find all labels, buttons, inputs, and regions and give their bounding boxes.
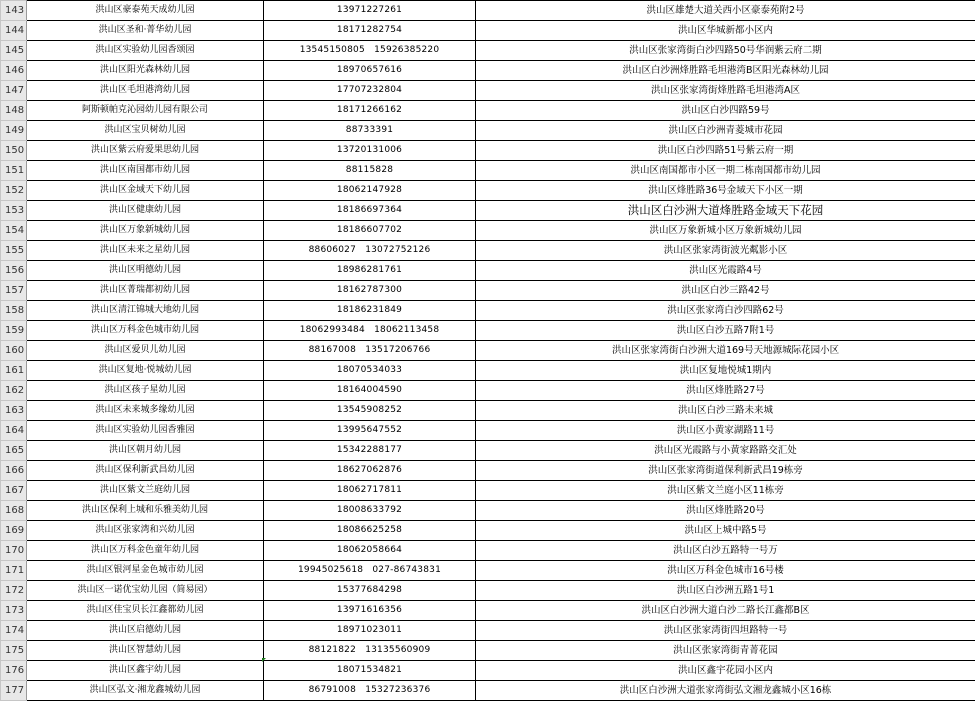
table-row — [1, 201, 975, 221]
kindergarten-name-cell[interactable]: 洪山区保利上城和乐雅美幼儿园 — [27, 501, 264, 521]
kindergarten-name-cell[interactable]: 洪山区实验幼儿园香雅园 — [27, 421, 264, 441]
row-header[interactable]: 171 — [1, 561, 27, 581]
address-cell[interactable]: 洪山区南国都市小区一期二栋南国都市幼儿园 — [476, 161, 975, 181]
kindergarten-name-cell[interactable]: 洪山区一诺优宝幼儿园（简易园） — [27, 581, 264, 601]
phone-cell[interactable]: 13545908252 — [264, 401, 476, 421]
table-row — [1, 181, 975, 201]
kindergarten-name-cell[interactable]: 洪山区万科金色童年幼儿园 — [27, 541, 264, 561]
table-row — [1, 1, 975, 21]
phone-cell[interactable]: 15377684298 — [264, 581, 476, 601]
kindergarten-name-cell[interactable]: 洪山区实验幼儿园香颂园 — [27, 41, 264, 61]
table-row — [1, 321, 975, 341]
address-cell[interactable]: 洪山区张家湾街白沙洲大道169号天地源城际花园小区 — [476, 341, 975, 361]
row-header[interactable]: 150 — [1, 141, 27, 161]
phone-cell[interactable]: 18627062876 — [264, 461, 476, 481]
kindergarten-name-cell[interactable]: 洪山区金域天下幼儿园 — [27, 181, 264, 201]
table-row — [1, 21, 975, 41]
address-cell[interactable]: 洪山区白沙洲五路1号1 — [476, 581, 975, 601]
kindergarten-name-cell[interactable]: 洪山区明德幼儿园 — [27, 261, 264, 281]
kindergarten-name-cell[interactable]: 洪山区紫文兰庭幼儿园 — [27, 481, 264, 501]
table-row — [1, 81, 975, 101]
address-cell[interactable]: 洪山区白沙洲大道烽胜路金域天下花园 — [476, 201, 975, 221]
table-row — [1, 121, 975, 141]
table-row — [1, 641, 975, 661]
table-row — [1, 481, 975, 501]
row-header[interactable]: 143 — [1, 1, 27, 21]
kindergarten-name-cell[interactable]: 阿斯顿帕克沁园幼儿园有限公司 — [27, 101, 264, 121]
kindergarten-name-cell[interactable]: 洪山区佳宝贝长江鑫都幼儿园 — [27, 601, 264, 621]
row-header[interactable]: 161 — [1, 361, 27, 381]
row-header[interactable]: 174 — [1, 621, 27, 641]
row-header[interactable]: 164 — [1, 421, 27, 441]
kindergarten-name-cell[interactable]: 洪山区阳光森林幼儿园 — [27, 61, 264, 81]
cell-comment-marker — [262, 658, 266, 662]
phone-cell[interactable]: 18071534821 — [264, 661, 476, 681]
table-row — [1, 161, 975, 181]
kindergarten-name-cell[interactable]: 洪山区复地·悦城幼儿园 — [27, 361, 264, 381]
table-row — [1, 41, 975, 61]
kindergarten-name-cell[interactable]: 洪山区万象新城幼儿园 — [27, 221, 264, 241]
phone-cell[interactable]: 18971023011 — [264, 621, 476, 641]
row-header[interactable]: 157 — [1, 281, 27, 301]
kindergarten-name-cell[interactable]: 洪山区张家湾和兴幼儿园 — [27, 521, 264, 541]
phone-cell[interactable]: 88606027 13072752126 — [264, 241, 476, 261]
phone-cell[interactable]: 18062993484 18062113458 — [264, 321, 476, 341]
phone-cell[interactable]: 88733391 — [264, 121, 476, 141]
address-cell[interactable]: 洪山区张家湾街道保利新武昌19栋旁 — [476, 461, 975, 481]
kindergarten-name-cell[interactable]: 洪山区朝月幼儿园 — [27, 441, 264, 461]
kindergarten-name-cell[interactable]: 洪山区豪泰苑天成幼儿园 — [27, 1, 264, 21]
table-row — [1, 441, 975, 461]
row-header[interactable]: 145 — [1, 41, 27, 61]
row-header[interactable]: 173 — [1, 601, 27, 621]
phone-cell[interactable]: 13545150805 15926385220 — [264, 41, 476, 61]
address-cell[interactable]: 洪山区白沙五路7附1号 — [476, 321, 975, 341]
row-header[interactable]: 154 — [1, 221, 27, 241]
phone-cell[interactable]: 13971616356 — [264, 601, 476, 621]
address-cell[interactable]: 洪山区张家湾街青菁花园 — [476, 641, 975, 661]
address-cell[interactable]: 洪山区小黄家湖路11号 — [476, 421, 975, 441]
row-header[interactable]: 155 — [1, 241, 27, 261]
row-header[interactable]: 149 — [1, 121, 27, 141]
kindergarten-name-cell[interactable]: 洪山区孩子星幼儿园 — [27, 381, 264, 401]
kindergarten-name-cell[interactable]: 洪山区紫云府爱果思幼儿园 — [27, 141, 264, 161]
phone-cell[interactable]: 18186231849 — [264, 301, 476, 321]
address-cell[interactable]: 洪山区白沙四路51号紫云府一期 — [476, 141, 975, 161]
phone-cell[interactable]: 18186607702 — [264, 221, 476, 241]
address-cell[interactable]: 洪山区张家湾街波光粼影小区 — [476, 241, 975, 261]
address-cell[interactable]: 洪山区光霞路与小黄家路路交汇处 — [476, 441, 975, 461]
kindergarten-name-cell[interactable]: 洪山区银河星金色城市幼儿园 — [27, 561, 264, 581]
row-header[interactable]: 170 — [1, 541, 27, 561]
phone-cell[interactable]: 18186697364 — [264, 201, 476, 221]
phone-cell[interactable]: 13720131006 — [264, 141, 476, 161]
row-header[interactable]: 160 — [1, 341, 27, 361]
row-header[interactable]: 158 — [1, 301, 27, 321]
row-header[interactable]: 159 — [1, 321, 27, 341]
phone-cell[interactable]: 18164004590 — [264, 381, 476, 401]
address-cell[interactable]: 洪山区烽胜路27号 — [476, 381, 975, 401]
phone-cell[interactable]: 18062147928 — [264, 181, 476, 201]
table-row — [1, 301, 975, 321]
table-row — [1, 361, 975, 381]
phone-cell[interactable]: 15342288177 — [264, 441, 476, 461]
table-row — [1, 541, 975, 561]
address-cell[interactable]: 洪山区万科金色城市16号楼 — [476, 561, 975, 581]
row-header[interactable]: 156 — [1, 261, 27, 281]
table-row — [1, 381, 975, 401]
phone-cell[interactable]: 17707232804 — [264, 81, 476, 101]
kindergarten-name-cell[interactable]: 洪山区鑫宇幼儿园 — [27, 661, 264, 681]
row-header[interactable]: 167 — [1, 481, 27, 501]
address-cell[interactable]: 洪山区雄楚大道关西小区豪泰苑附2号 — [476, 1, 975, 21]
address-cell[interactable]: 洪山区白沙三路42号 — [476, 281, 975, 301]
address-cell[interactable]: 洪山区张家湾街白沙四路50号华润紫云府二期 — [476, 41, 975, 61]
kindergarten-name-cell[interactable]: 洪山区宝贝树幼儿园 — [27, 121, 264, 141]
address-cell[interactable]: 洪山区白沙洲青菱城市花园 — [476, 121, 975, 141]
address-cell[interactable]: 洪山区白沙四路59号 — [476, 101, 975, 121]
table-row — [1, 661, 975, 681]
table-row — [1, 401, 975, 421]
address-cell[interactable]: 洪山区华城新都小区内 — [476, 21, 975, 41]
address-cell[interactable]: 洪山区复地悦城1期内 — [476, 361, 975, 381]
row-header[interactable]: 162 — [1, 381, 27, 401]
row-header[interactable]: 153 — [1, 201, 27, 221]
phone-cell[interactable]: 88121822 13135560909 — [264, 641, 476, 661]
row-header[interactable]: 148 — [1, 101, 27, 121]
table-row — [1, 241, 975, 261]
phone-cell[interactable]: 18986281761 — [264, 261, 476, 281]
table-row — [1, 561, 975, 581]
row-header[interactable]: 146 — [1, 61, 27, 81]
kindergarten-name-cell[interactable]: 洪山区未来城多缘幼儿园 — [27, 401, 264, 421]
address-cell[interactable]: 洪山区白沙洲大道白沙二路长江鑫都B区 — [476, 601, 975, 621]
address-cell[interactable]: 洪山区张家湾街四坦路特一号 — [476, 621, 975, 641]
address-cell[interactable]: 洪山区白沙洲烽胜路毛坦港湾B区阳光森林幼儿园 — [476, 61, 975, 81]
table-row — [1, 421, 975, 441]
phone-cell[interactable]: 18070534033 — [264, 361, 476, 381]
table-row — [1, 101, 975, 121]
row-header[interactable]: 163 — [1, 401, 27, 421]
table-row — [1, 521, 975, 541]
address-cell[interactable]: 洪山区万象新城小区万象新城幼儿园 — [476, 221, 975, 241]
table-row — [1, 61, 975, 81]
row-header[interactable]: 168 — [1, 501, 27, 521]
address-cell[interactable]: 洪山区张家湾街烽胜路毛坦港湾A区 — [476, 81, 975, 101]
table-row — [1, 601, 975, 621]
kindergarten-name-cell[interactable]: 洪山区万科金色城市幼儿园 — [27, 321, 264, 341]
table-row — [1, 141, 975, 161]
row-header[interactable]: 165 — [1, 441, 27, 461]
address-cell[interactable]: 洪山区鑫宇花园小区内 — [476, 661, 975, 681]
phone-cell[interactable]: 18008633792 — [264, 501, 476, 521]
row-header[interactable]: 175 — [1, 641, 27, 661]
kindergarten-name-cell[interactable]: 洪山区智慧幼儿园 — [27, 641, 264, 661]
address-cell[interactable]: 洪山区白沙洲大道张家湾街弘文湘龙鑫城小区16栋 — [476, 681, 975, 701]
address-cell[interactable]: 洪山区紫文兰庭小区11栋旁 — [476, 481, 975, 501]
phone-cell[interactable]: 18162787300 — [264, 281, 476, 301]
row-header[interactable]: 176 — [1, 661, 27, 681]
address-cell[interactable]: 洪山区白沙三路未来城 — [476, 401, 975, 421]
row-header[interactable]: 169 — [1, 521, 27, 541]
row-header[interactable]: 177 — [1, 681, 27, 701]
kindergarten-name-cell[interactable]: 洪山区启德幼儿园 — [27, 621, 264, 641]
table-row — [1, 681, 975, 701]
row-header[interactable]: 147 — [1, 81, 27, 101]
kindergarten-name-cell[interactable]: 洪山区保利新武昌幼儿园 — [27, 461, 264, 481]
phone-cell[interactable]: 88167008 13517206766 — [264, 341, 476, 361]
kindergarten-name-cell[interactable]: 洪山区圣和·菁华幼儿园 — [27, 21, 264, 41]
address-cell[interactable]: 洪山区烽胜路20号 — [476, 501, 975, 521]
row-header[interactable]: 144 — [1, 21, 27, 41]
phone-cell[interactable]: 19945025618 027-86743831 — [264, 561, 476, 581]
phone-cell[interactable]: 18086625258 — [264, 521, 476, 541]
kindergarten-name-cell[interactable]: 洪山区爱贝儿幼儿园 — [27, 341, 264, 361]
address-cell[interactable]: 洪山区张家湾白沙四路62号 — [476, 301, 975, 321]
row-header[interactable]: 166 — [1, 461, 27, 481]
table-row — [1, 261, 975, 281]
kindergarten-name-cell[interactable]: 洪山区菁瑞都初幼儿园 — [27, 281, 264, 301]
table-row — [1, 621, 975, 641]
kindergarten-name-cell[interactable]: 洪山区清江锦城大地幼儿园 — [27, 301, 264, 321]
phone-cell[interactable]: 13971227261 — [264, 1, 476, 21]
kindergarten-name-cell[interactable]: 洪山区健康幼儿园 — [27, 201, 264, 221]
table-row — [1, 581, 975, 601]
phone-cell[interactable]: 88115828 — [264, 161, 476, 181]
table-row — [1, 461, 975, 481]
kindergarten-name-cell[interactable]: 洪山区弘文·湘龙鑫城幼儿园 — [27, 681, 264, 701]
address-cell[interactable]: 洪山区白沙五路特一号万 — [476, 541, 975, 561]
address-cell[interactable]: 洪山区上城中路5号 — [476, 521, 975, 541]
phone-cell[interactable]: 13995647552 — [264, 421, 476, 441]
kindergarten-name-cell[interactable]: 洪山区南国都市幼儿园 — [27, 161, 264, 181]
row-header[interactable]: 172 — [1, 581, 27, 601]
phone-cell[interactable]: 18062717811 — [264, 481, 476, 501]
phone-cell[interactable]: 86791008 15327236376 — [264, 681, 476, 701]
phone-cell[interactable]: 18062058664 — [264, 541, 476, 561]
row-header[interactable]: 151 — [1, 161, 27, 181]
address-cell[interactable]: 洪山区光霞路4号 — [476, 261, 975, 281]
phone-cell[interactable]: 18171282754 — [264, 21, 476, 41]
kindergarten-name-cell[interactable]: 洪山区未来之星幼儿园 — [27, 241, 264, 261]
table-row — [1, 221, 975, 241]
table-row — [1, 341, 975, 361]
table-row — [1, 281, 975, 301]
phone-cell[interactable]: 18171266162 — [264, 101, 476, 121]
phone-cell[interactable]: 18970657616 — [264, 61, 476, 81]
row-header[interactable]: 152 — [1, 181, 27, 201]
address-cell[interactable]: 洪山区烽胜路36号金域天下小区一期 — [476, 181, 975, 201]
table-row — [1, 501, 975, 521]
kindergarten-name-cell[interactable]: 洪山区毛坦港湾幼儿园 — [27, 81, 264, 101]
